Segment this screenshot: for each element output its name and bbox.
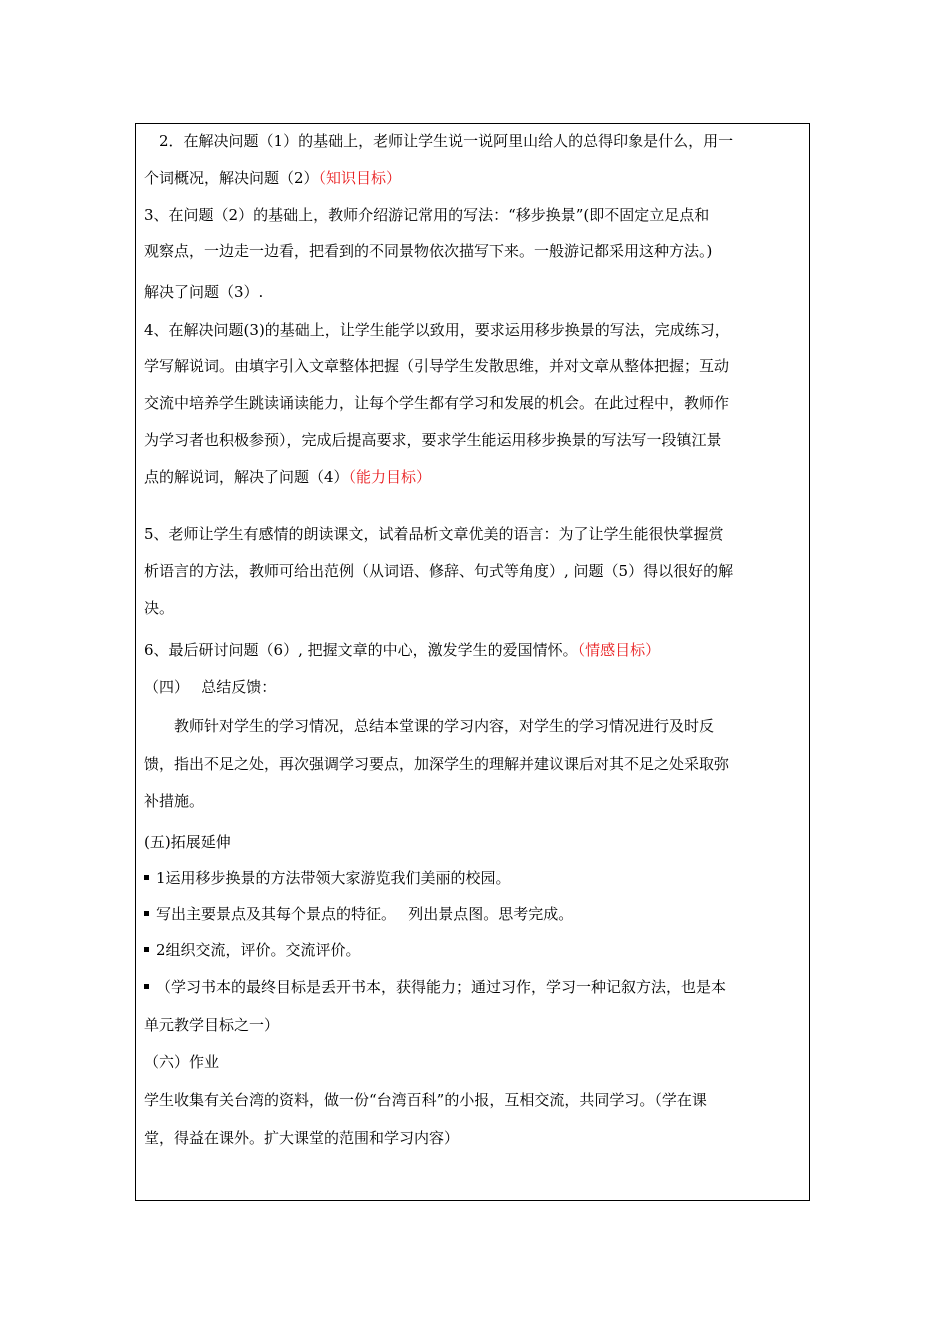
step-6-line-wrap (144, 636, 660, 664)
step-3-line-1: 3、在问题（2）的基础上，教师介绍游记常用的写法：“移步换景”(即不固定立足点和 (144, 206, 710, 224)
section-5-heading: (五)拓展延伸 (144, 833, 231, 851)
bullet-icon (144, 911, 149, 916)
section-4-line-2: 馈，指出不足之处，再次强调学习要点，加深学生的理解并建议课后对其不足之处采取弥 (144, 755, 730, 773)
bullet-item (144, 864, 511, 892)
section-4-heading: （四） 总结反馈： (144, 678, 277, 696)
section-6-line-2: 堂，得益在课外。扩大课堂的范围和学习内容） (144, 1129, 460, 1147)
section-summary-feedback (144, 673, 730, 810)
step-4-line-4: 为学习者也积极参预），完成后提高要求，要求学生能运用移步换景的写法写一段镇江景 (144, 431, 722, 449)
bullet-item (144, 900, 573, 928)
step-2-line-2-wrap (144, 164, 401, 192)
section-homework (144, 1048, 707, 1147)
bullet-3-text: 2组织交流，评价。交流评价。 (156, 941, 361, 959)
step-5-line-1: 5、老师让学生有感情的朗读课文，试着品析文章优美的语言：为了让学生能很快掌握赏 (144, 525, 724, 543)
section-6-line-1: 学生收集有关台湾的资料，做一份“台湾百科”的小报，互相交流，共同学习。（学在课 (144, 1091, 707, 1109)
section-6-heading: （六）作业 (144, 1053, 220, 1071)
bullet-2-text: 写出主要景点及其每个景点的特征。 列出景点图。思考完成。 (156, 905, 574, 923)
step-5-line-3: 决。 (144, 599, 175, 617)
step-5-line-2: 析语言的方法，教师可给出范例（从词语、修辞、句式等角度）, 问题（5）得以很好的解 (144, 562, 734, 580)
step-3-line-3: 解决了问题（3）. (144, 283, 264, 301)
step-4-line-2: 学写解说词。由填字引入文章整体把握（引导学生发散思维，并对文章从整体把握；互动 (144, 357, 730, 375)
step-4-line-5-wrap (144, 463, 431, 491)
bullet-item (144, 936, 361, 964)
bullet-1-text: 1运用移步换景的方法带领大家游览我们美丽的校园。 (156, 869, 511, 887)
section-4-line-1: 教师针对学生的学习情况，总结本堂课的学习内容，对学生的学习情况进行及时反 (144, 717, 715, 735)
section-extension (144, 828, 727, 1034)
bullet-icon (144, 984, 149, 989)
emotion-goal-tag: （情感目标） (577, 641, 661, 659)
step-6 (144, 636, 660, 664)
step-5 (144, 520, 734, 617)
knowledge-goal-tag: （知识目标） (318, 169, 402, 187)
bullet-icon (144, 947, 149, 952)
bullet-4-continued: 单元教学目标之一） (144, 1016, 280, 1034)
step-4-line-5: 点的解说词，解决了问题（4） (144, 468, 349, 486)
step-6-line-1: 6、最后研讨问题（6）, 把握文章的中心，激发学生的爱国情怀。 (144, 641, 578, 659)
step-2-line-1: 2．在解决问题（1）的基础上，老师让学生说一说阿里山给人的总得印象是什么，用一 (144, 132, 734, 150)
bullet-icon (144, 875, 149, 880)
step-3-line-2: 观察点，一边走一边看，把看到的不同景物依次描写下来。一般游记都采用这种方法。) (144, 242, 713, 260)
step-4 (144, 316, 730, 486)
step-4-line-1: 4、在解决问题(3)的基础上，让学生能学以致用，要求运用移步换景的写法，完成练习， (144, 321, 730, 339)
step-4-line-3: 交流中培养学生跳读诵读能力，让每个学生都有学习和发展的机会。在此过程中，教师作 (144, 394, 730, 412)
bullet-item (144, 973, 726, 1001)
step-2-line-2: 个词概况，解决问题（2） (144, 169, 319, 187)
section-4-line-3: 补措施。 (144, 792, 205, 810)
step-2 (144, 127, 734, 187)
bullet-4-text: （学习书本的最终目标是丢开书本，获得能力；通过习作，学习一种记叙方法，也是本 (156, 978, 727, 996)
ability-goal-tag: （能力目标） (348, 468, 432, 486)
step-3 (144, 201, 713, 301)
